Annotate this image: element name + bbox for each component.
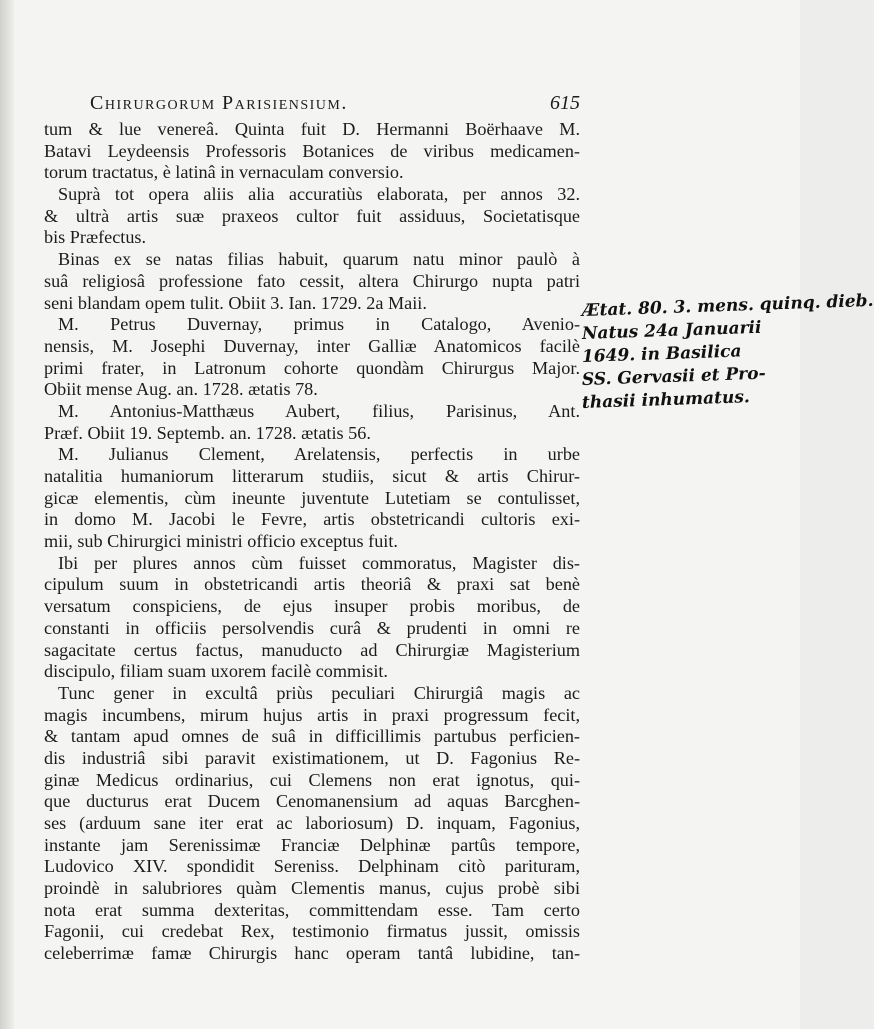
text-line: gicæ elementis, cùm ineunte juventute Lutetiam se contulisset, (44, 487, 580, 508)
text-line: constanti in officiis persolvendis curâ & prudenti in omni re (44, 617, 580, 638)
text-line: torum tractatus, è latinâ in vernaculam conversio. (44, 162, 404, 183)
text-line: cipulum suum in obstetricandi artis theoriâ & praxi sat benè (44, 574, 580, 595)
text-line: primi frater, in Latronum cohorte quondàm Chirurgus Major. (44, 357, 580, 378)
text-line: versatum conspiciens, de ejus insuper probis moribus, de (44, 596, 580, 617)
text-line: & ultrà artis suæ praxeos cultor fuit assiduus, Societatisque (44, 205, 580, 226)
text-line: discipulo, filiam suam uxorem facilè commisit. (44, 661, 388, 682)
text-line: Batavi Leydeensis Professoris Botanices de viribus medicamen- (44, 140, 580, 161)
marginal-note-line: Natus 24a Januarii (581, 317, 762, 344)
text-line: magis incumbens, mirum hujus artis in praxi progressum fecit, (44, 704, 580, 725)
text-line: mii, sub Chirurgici ministri officio exceptus fuit. (44, 531, 398, 552)
text-line: Obiit mense Aug. an. 1728. ætatis 78. (44, 379, 318, 400)
page-header (50, 92, 580, 118)
marginal-note-line: Ætat. 80. 3. mens. quinq. dieb. (581, 290, 874, 321)
page-gutter (0, 0, 14, 1029)
running-title: Chirurgorum Parisiensium. (90, 92, 348, 114)
text-line: sagacitate certus factus, manuducto ad Chirurgiæ Magisterium (44, 639, 580, 660)
body-text (44, 119, 580, 965)
text-line: dis industriâ sibi paravit existimationem, ut D. Fagonius Re- (44, 747, 580, 768)
text-line: M. Antonius-Matthæus Aubert, filius, Parisinus, Ant. (58, 400, 580, 421)
text-line: tum & lue venereâ. Quinta fuit D. Hermanni Boërhaave M. (44, 119, 580, 139)
page-number: 615 (550, 92, 580, 114)
text-line: Tunc gener in excultâ priùs peculiari Chirurgiâ magis ac (58, 682, 580, 703)
marginal-note-line: SS. Gervasii et Pro- (581, 363, 766, 390)
text-line: bis Præfectus. (44, 227, 147, 248)
text-line: M. Petrus Duvernay, primus in Catalogo, Avenio- (58, 314, 580, 335)
text-line: Ibi per plures annos cùm fuisset commoratus, Magister dis- (58, 552, 580, 573)
text-line: Ludovico XIV. spondidit Sereniss. Delphinam citò parituram, (44, 856, 580, 877)
text-line: Suprà tot opera aliis alia accuratiùs elaborata, per annos 32. (58, 184, 580, 205)
text-line: nota erat summa dexteritas, committendam esse. Tam certo (44, 899, 580, 920)
text-line: & tantam apud omnes de suâ in difficillimis partubus perficien- (44, 726, 580, 747)
text-line: instante jam Serenissimæ Franciæ Delphinæ partûs tempore, (44, 834, 580, 855)
handwritten-marginal-note (581, 290, 874, 415)
text-line: Fagonii, cui credebat Rex, testimonio firmatus jussit, omissis (44, 921, 580, 942)
text-line: que ducturus erat Ducem Cenomanensium ad aquas Barcghen- (44, 791, 580, 812)
text-line: ses (arduum sane iter erat ac laboriosum) D. inquam, Fagonius, (44, 813, 580, 833)
text-line: ginæ Medicus ordinarius, cui Clemens non erat ignotus, qui- (44, 769, 580, 790)
text-line: natalitia humaniorum litterarum studiis, sicut & artis Chirur- (44, 466, 580, 486)
text-line: M. Julianus Clement, Arelatensis, perfectis in urbe (58, 444, 580, 465)
text-line: Præf. Obiit 19. Septemb. an. 1728. ætatis 56. (44, 422, 371, 443)
text-line: suâ religiosâ professione fato cessit, altera Chirurgo nupta patri (44, 270, 580, 291)
text-line: Binas ex se natas filias habuit, quarum natu minor paulò à (58, 249, 580, 270)
text-line: proindè in salubriores quàm Clementis manus, cujus probè sibi (44, 878, 580, 899)
marginal-note-line: 1649. in Basilica (581, 341, 742, 367)
text-line: seni blandam opem tulit. Obiit 3. Ian. 1729. 2a Maii. (44, 292, 427, 313)
marginal-note-line: thasii inhumatus. (581, 387, 751, 413)
text-line: in domo M. Jacobi le Fevre, artis obstetricandi cultoris exi- (44, 509, 580, 530)
text-line: celeberrimæ famæ Chirurgis hanc operam tantâ lubidine, tan- (44, 943, 580, 964)
text-line: nensis, M. Josephi Duvernay, inter Galliæ Anatomicos facilè (44, 335, 580, 356)
